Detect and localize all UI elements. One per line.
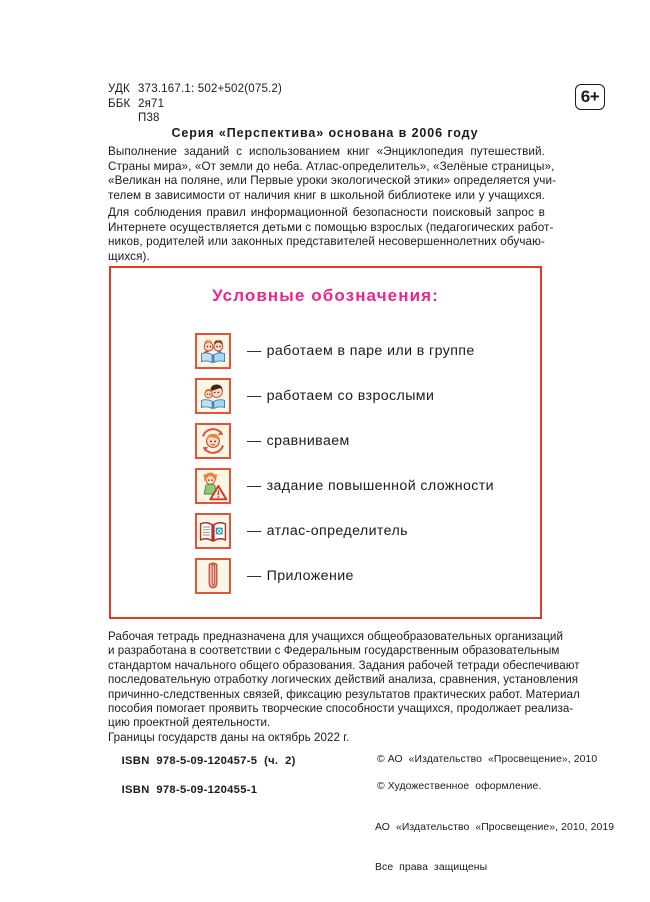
isbn-line: ISBN 978-5-09-120455-1 (121, 783, 258, 796)
paragraph-line: цию проектной деятельности. (108, 716, 271, 730)
series-line: Серия «Перспектива» основана в 2006 году (171, 126, 479, 140)
age-rating-badge: 6+ (575, 84, 605, 110)
two-children-reading-book-icon (195, 333, 231, 369)
child-with-warning-triangle-icon (195, 468, 231, 504)
paragraph-books-usage (108, 145, 557, 203)
classification-row (108, 82, 282, 97)
copyright-line: © АО «Издательство «Просвещение», 2010 (376, 753, 598, 765)
isbn-line: ISBN 978-5-09-120457-5 (ч. 2) (121, 754, 296, 767)
udk-value: 373.167.1: 502+502(075.2) (138, 83, 283, 95)
udk-key: УДК (108, 83, 130, 95)
paragraph-line: телем в зависимости от наличия книг в школьной библиотеке или у учащихся. (108, 188, 545, 202)
legend-dash: — (247, 567, 262, 584)
legend-dash: — (247, 477, 262, 494)
legend-item-appendix (195, 553, 545, 598)
paragraph-line-borders-note: Границы государств даны на октябрь 2022 г. (108, 730, 350, 744)
legend-dash: — (247, 432, 262, 449)
bbk-value: 2я71 (138, 97, 165, 110)
legend-item-compare (195, 418, 545, 463)
paragraph-line: и разработана в соответствии с Федеральным государственным образовательным (108, 644, 560, 658)
copyright-block (365, 739, 614, 902)
legend-item-label (247, 343, 475, 359)
legend-item-label (247, 388, 434, 404)
legend-text: работаем со взрослыми (266, 387, 435, 404)
paragraph-line: Рабочая тетрадь предназначена для учащихся общеобразовательных организаций (108, 630, 563, 643)
legend-text: работаем в паре или в группе (266, 342, 475, 359)
legend-text: атлас-определитель (266, 522, 408, 539)
copyright-line: Все права защищены (375, 862, 488, 874)
classification-codes (108, 82, 282, 126)
child-face-with-arrows-icon (195, 423, 231, 459)
open-atlas-book-icon (195, 513, 231, 549)
legend-text: Приложение (266, 567, 354, 584)
legend-dash: — (247, 342, 262, 359)
legend-item-label (247, 568, 354, 584)
paragraph-internet-safety (108, 206, 554, 264)
adult-and-child-reading-book-icon (195, 378, 231, 414)
legend-item-pair-work (195, 328, 545, 373)
isbn-block (108, 739, 296, 812)
paragraph-line: «Великан на поляне, или Первые уроки экологической этики» определяется учи- (108, 174, 557, 188)
legend-item-label (247, 523, 408, 539)
paragraph-line: щихся). (108, 249, 150, 263)
paperclip-icon (195, 558, 231, 594)
bbk-key: ББК (108, 97, 131, 110)
paragraph-line: Страны мира», «От земли до неба. Атлас-определитель», «Зелёные страницы», (108, 159, 555, 173)
classification-row (108, 111, 282, 126)
legend-item-label (247, 478, 494, 494)
classification-row (108, 97, 282, 112)
paragraph-line: стандартом начального общего образования. Задания рабочей тетради обеспечивают (108, 658, 580, 672)
paragraph-line: последовательную отработку логических действий анализа, сравнения, установления (108, 673, 579, 687)
paragraph-line: Для соблюдения правил информационной безопасности поисковый запрос в (108, 206, 545, 219)
legend-dash: — (247, 522, 262, 539)
legend-title: Условные обозначения: (212, 286, 439, 305)
copyright-line: © Художественное оформление. (376, 780, 542, 792)
paragraph-workbook-description (108, 630, 580, 745)
paragraph-line: Выполнение заданий с использованием книг «Энциклопедия путешествий. (108, 145, 545, 158)
paragraph-line: причинно-следственных связей, фиксацию результатов практических работ. Материал (108, 687, 580, 701)
paragraph-line: пособия помогает проявить творческие способности учащихся, продолжает реализа- (108, 702, 574, 716)
legend-text: сравниваем (266, 432, 350, 449)
legend-dash: — (247, 387, 262, 404)
paragraph-line: Интернете осуществляется детьми с помощью взрослых (педагогических работ- (108, 220, 554, 234)
legend-text: задание повышенной сложности (266, 477, 494, 494)
copyright-line: АО «Издательство «Просвещение», 2010, 2019 (375, 821, 615, 833)
paragraph-line: ников, родителей или законных представителей несовершеннолетних обучаю- (108, 235, 545, 249)
legend-list (195, 328, 545, 598)
author-sign-value: П38 (138, 112, 160, 124)
legend-item-advanced-task (195, 463, 545, 508)
author-sign-key (108, 111, 138, 126)
legend-item-adult-work (195, 373, 545, 418)
legend-item-label (247, 433, 350, 449)
legend-item-atlas (195, 508, 545, 553)
